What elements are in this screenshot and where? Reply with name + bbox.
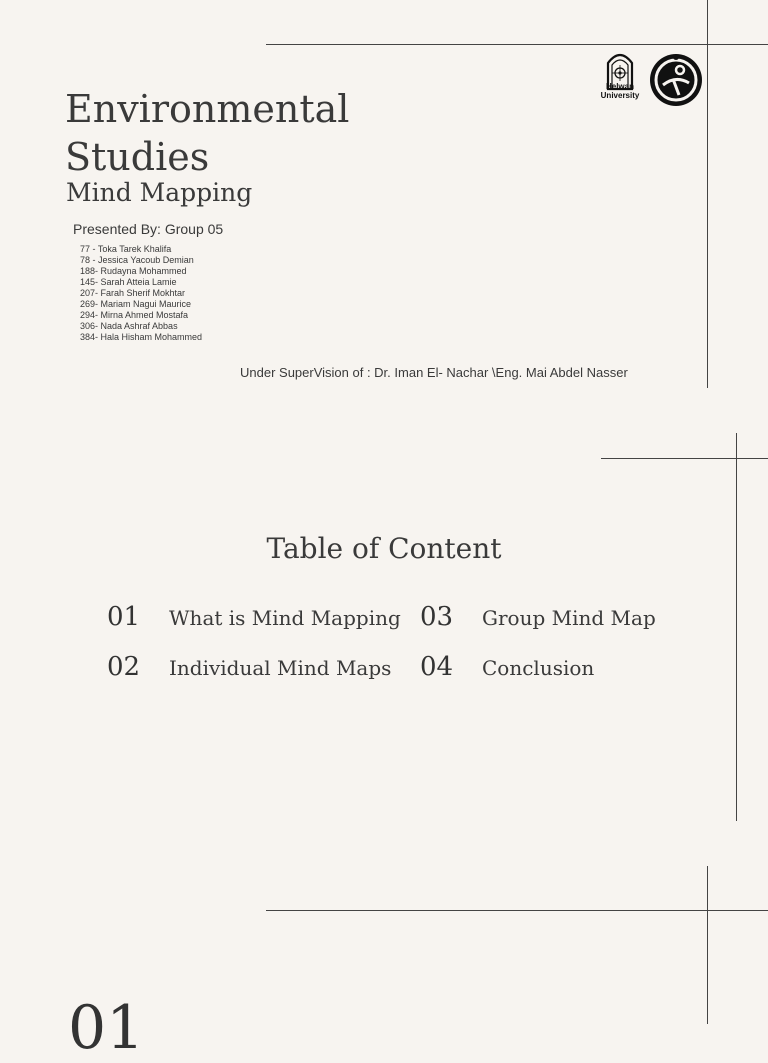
toc-label: Group Mind Map xyxy=(482,606,656,630)
toc-label: Individual Mind Maps xyxy=(169,656,392,680)
list-item: 188- Rudayna Mohammed xyxy=(80,266,187,276)
list-item: 384- Hala Hisham Mohammed xyxy=(80,332,203,342)
member-list xyxy=(80,244,202,343)
toc-item-2[interactable] xyxy=(107,652,391,682)
divider-line xyxy=(707,866,708,1024)
presented-by: Presented By: Group 05 xyxy=(73,221,224,237)
logo-text: Helwan xyxy=(605,82,634,91)
subtitle: Mind Mapping xyxy=(66,178,253,207)
toc-label: What is Mind Mapping xyxy=(169,606,401,630)
divider-line xyxy=(266,44,768,45)
list-item: 306- Nada Ashraf Abbas xyxy=(80,321,178,331)
divider-line xyxy=(736,433,737,821)
toc-title: Table of Content xyxy=(266,532,502,565)
toc-item-3[interactable] xyxy=(420,602,656,632)
toc-number: 01 xyxy=(107,602,141,632)
divider-line xyxy=(601,458,768,459)
section-number: 01 xyxy=(68,993,145,1063)
toc-number: 03 xyxy=(420,602,454,632)
faculty-emblem-logo xyxy=(649,53,703,107)
list-item: 207- Farah Sherif Mokhtar xyxy=(80,288,186,298)
list-item: 78 - Jessica Yacoub Demian xyxy=(80,255,194,265)
divider-line xyxy=(707,0,708,388)
toc-label: Conclusion xyxy=(482,656,595,680)
toc-item-1[interactable] xyxy=(107,602,401,632)
page-title xyxy=(65,85,349,181)
logo-text: University xyxy=(600,91,640,100)
toc-number: 04 xyxy=(420,652,454,682)
list-item: 269- Mariam Nagui Maurice xyxy=(80,299,192,309)
list-item: 294- Mirna Ahmed Mostafa xyxy=(80,310,189,320)
title-line: Environmental xyxy=(65,87,350,131)
toc-number: 02 xyxy=(107,652,141,682)
title-line: Studies xyxy=(65,135,210,179)
list-item: 145- Sarah Atteia Lamie xyxy=(80,277,177,287)
toc-item-4[interactable] xyxy=(420,652,594,682)
list-item: 77 - Toka Tarek Khalifa xyxy=(80,244,172,254)
supervision-text: Under SuperVision of : Dr. Iman El- Nachar \Eng. Mai Abdel Nasser xyxy=(240,365,628,380)
helwan-university-logo xyxy=(594,49,646,105)
divider-line xyxy=(266,910,768,911)
